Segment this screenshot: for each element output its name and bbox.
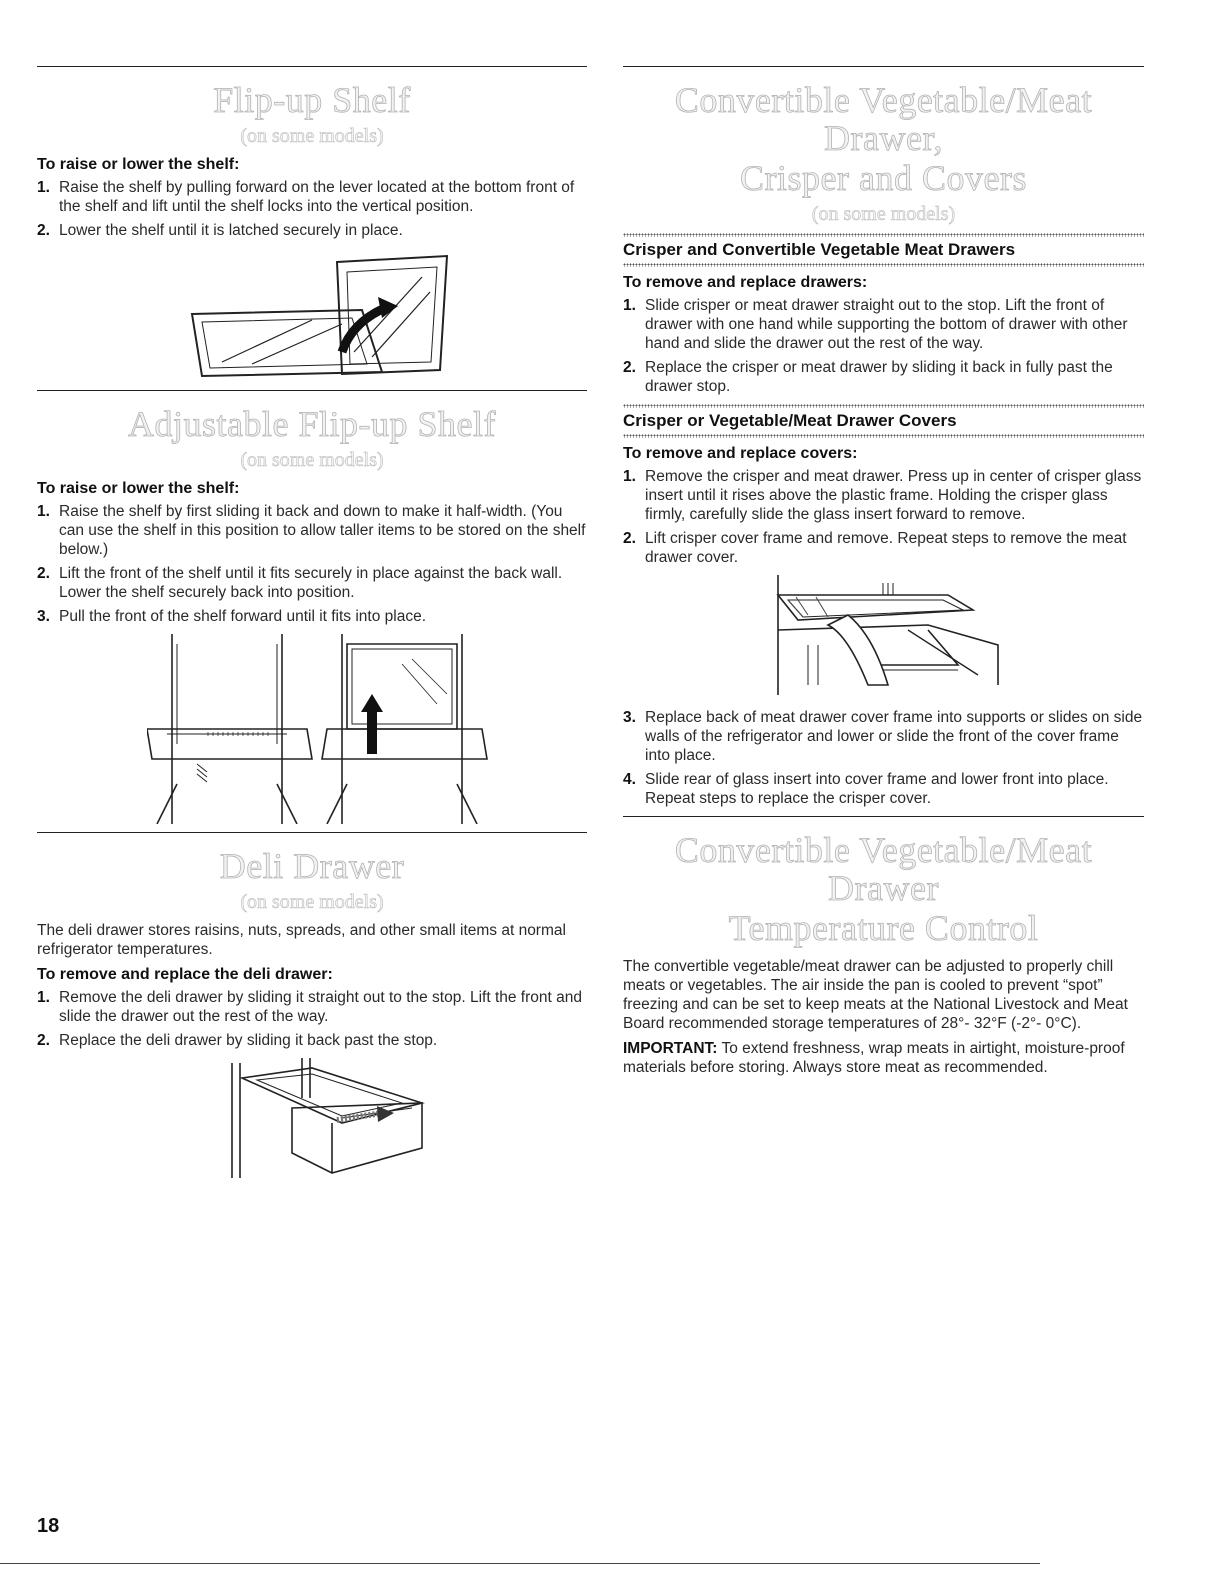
section-rule: [623, 816, 1144, 817]
step-item: 2. Lift the front of the shelf until it fits securely in place against the back wall. Lower the shelf securely back into position.: [37, 565, 563, 601]
covers-steps-continued: [623, 708, 1144, 808]
important-text: To extend freshness, wrap meats in airtight, moisture-proof materials before storing. Always store meat as recommended.: [623, 1040, 1125, 1076]
deli-drawer-title: Deli Drawer: [219, 846, 405, 886]
drawers-steps: [623, 296, 1144, 396]
adjustable-shelf-title: Adjustable Flip-up Shelf: [128, 404, 496, 444]
temp-control-title-line2: Temperature Control: [728, 908, 1039, 948]
page-number: 18: [37, 1515, 60, 1537]
bottom-rule: [0, 1563, 1040, 1564]
right-column: [623, 66, 1144, 1083]
step-item: 2. Lift crisper cover frame and remove. Repeat steps to remove the meat drawer cover.: [623, 530, 1127, 566]
section-rule: [37, 832, 587, 833]
section-rule: [37, 66, 587, 67]
step-item: 3. Replace back of meat drawer cover frame into supports or slides on side walls of the refrigerator and lower or slide the front of the cover frame into place.: [623, 709, 1143, 764]
temp-control-body: The convertible vegetable/meat drawer can be adjusted to properly chill meats or vegetables. The air inside the pan is cooled to prevent “spot” freezing and can be set to keep meats at the National Livestock and Meat Board recommended storage temperatures of 28°- 32°F (-2°- 0°C).: [623, 958, 1128, 1032]
temp-control-title-line1: Convertible Vegetable/Meat Drawer: [674, 830, 1093, 908]
section-rule: [37, 390, 587, 391]
deli-drawer-intro: The deli drawer stores raisins, nuts, spreads, and other small items at normal refrigerator temperatures.: [37, 922, 566, 958]
deli-drawer-heading: To remove and replace the deli drawer:: [37, 966, 333, 983]
flip-shelf-heading: To raise or lower the shelf:: [37, 156, 240, 173]
step-item: 1. Remove the deli drawer by sliding it straight out to the stop. Lift the front and slide the drawer out the rest of the way.: [37, 989, 582, 1025]
dotted-divider: [623, 263, 1144, 267]
crisper-cover-illustration: [768, 575, 1008, 700]
convertible-subtitle: (on some models): [811, 203, 956, 225]
convertible-title-line1: Convertible Vegetable/Meat Drawer,: [674, 80, 1093, 158]
step-item: 4. Slide rear of glass insert into cover frame and lower front into place. Repeat steps to replace the crisper cover.: [623, 771, 1109, 807]
step-item: 2. Lower the shelf until it is latched securely in place.: [37, 222, 403, 239]
flip-shelf-title: Flip-up Shelf: [213, 80, 411, 120]
step-item: 2. Replace the deli drawer by sliding it back past the stop.: [37, 1032, 438, 1049]
step-item: 1. Slide crisper or meat drawer straight out to the stop. Lift the front of drawer with one hand while supporting the bottom of drawer with other hand and slide the drawer out the rest of the way.: [623, 297, 1128, 352]
drawers-heading: To remove and replace drawers:: [623, 274, 868, 291]
flip-shelf-illustration: [182, 252, 472, 382]
dotted-divider: [623, 404, 1144, 408]
covers-heading: To remove and replace covers:: [623, 445, 858, 462]
step-item: 3. Pull the front of the shelf forward until it fits into place.: [37, 608, 427, 625]
adjustable-shelf-steps: [37, 502, 587, 626]
crisper-drawers-subheading: Crisper and Convertible Vegetable Meat Drawers: [623, 240, 1016, 259]
drawer-covers-subheading: Crisper or Vegetable/Meat Drawer Covers: [623, 411, 957, 430]
step-item: 1. Raise the shelf by first sliding it back and down to make it half-width. (You can use the shelf in this position to allow taller items to be stored on the shelf below.): [37, 503, 586, 558]
left-column: [37, 66, 587, 1186]
dotted-divider: [623, 434, 1144, 438]
adjustable-shelf-heading: To raise or lower the shelf:: [37, 480, 240, 497]
step-item: 1. Raise the shelf by pulling forward on the lever located at the bottom front of the shelf and lift until the shelf locks into the vertical position.: [37, 179, 575, 215]
step-item: 1. Remove the crisper and meat drawer. Press up in center of crisper glass insert until it rises above the plastic frame. Holding the crisper glass firmly, carefully slide the glass insert forward to remove.: [623, 468, 1142, 523]
flip-shelf-subtitle: (on some models): [240, 125, 384, 147]
convertible-title-line2: Crisper and Covers: [740, 158, 1027, 198]
adjustable-shelf-subtitle: (on some models): [240, 449, 384, 471]
section-rule: [623, 66, 1144, 67]
flip-shelf-steps: [37, 178, 587, 240]
adjustable-shelf-illustration: [147, 634, 527, 824]
deli-drawer-steps: [37, 988, 587, 1050]
covers-steps: [623, 467, 1144, 567]
dotted-divider: [623, 233, 1144, 237]
deli-drawer-illustration: [222, 1058, 442, 1178]
important-label: IMPORTANT:: [623, 1040, 718, 1057]
deli-drawer-subtitle: (on some models): [240, 891, 384, 913]
step-item: 2. Replace the crisper or meat drawer by sliding it back in fully past the drawer stop.: [623, 359, 1113, 395]
important-note: [623, 1039, 1144, 1077]
